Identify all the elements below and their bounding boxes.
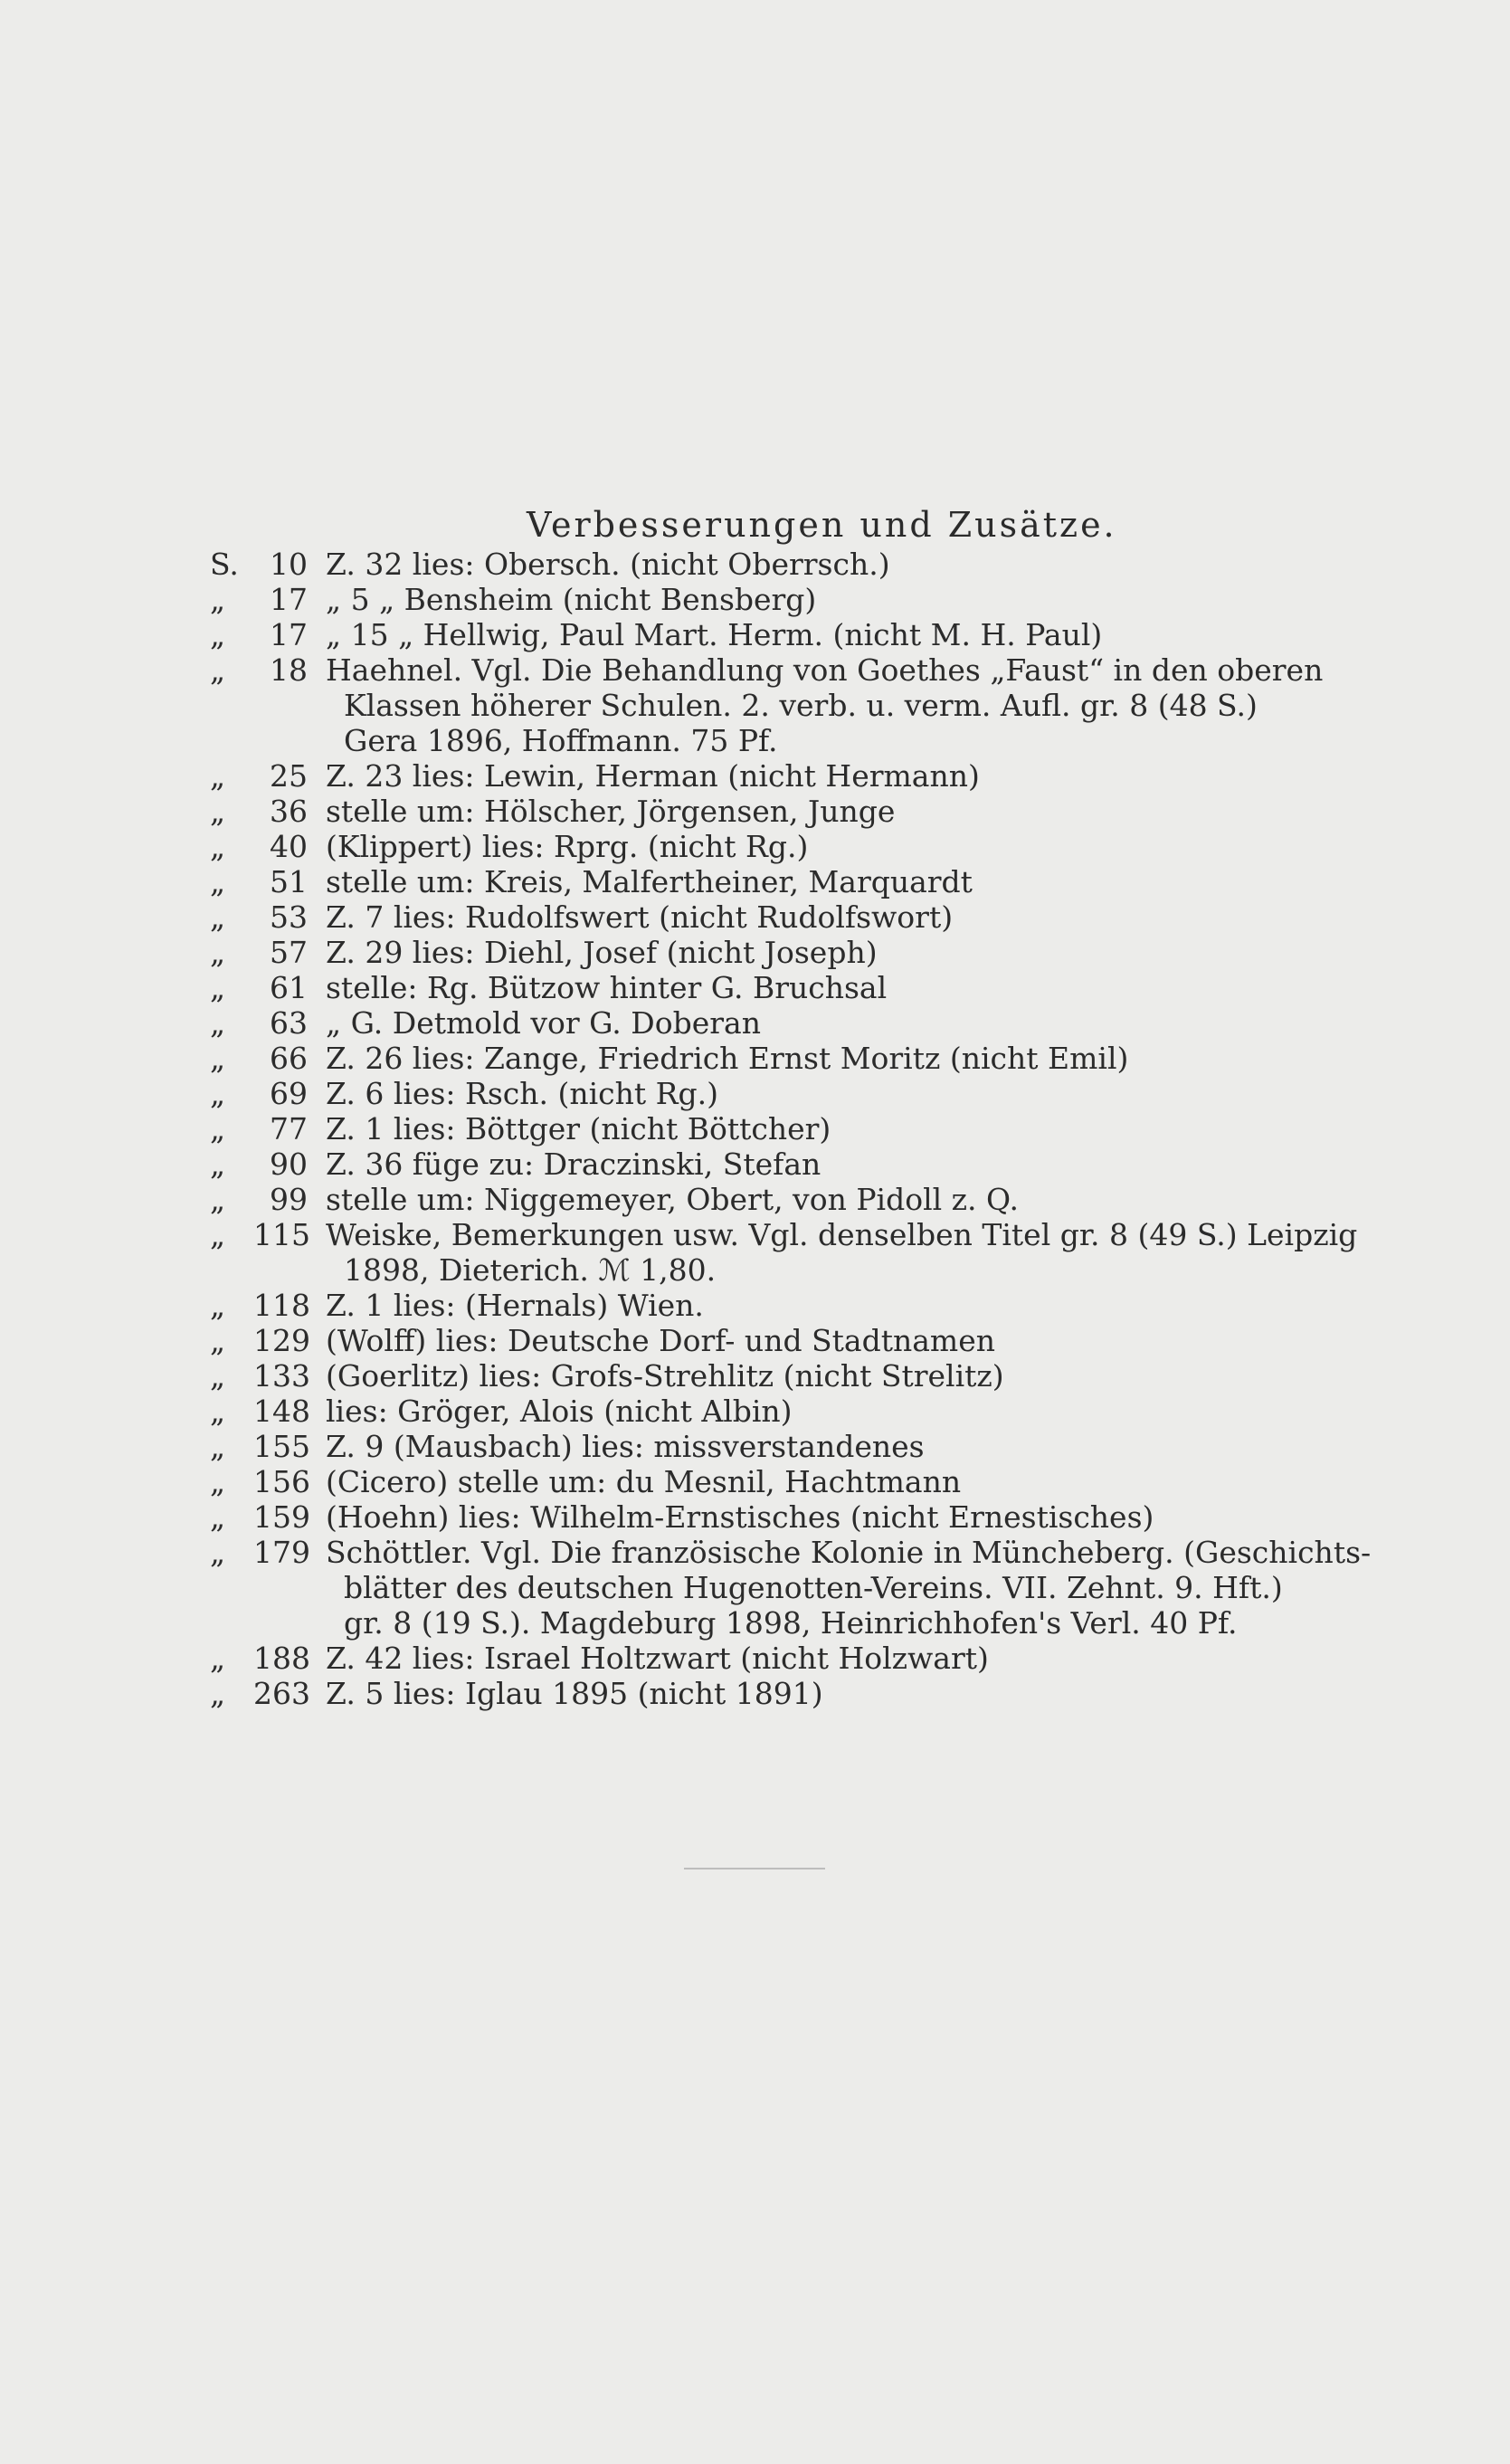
entry-page-number: 57 — [270, 935, 308, 970]
errata-row — [210, 1464, 1440, 1499]
entry-prefix: „ — [210, 582, 226, 617]
errata-entry — [210, 864, 1440, 899]
entry-page-number: 25 — [270, 758, 308, 794]
errata-entry — [210, 1076, 1440, 1111]
entry-text: (Hoehn) lies: Wilhelm-Ernstisches (nicht Ernestisches) — [326, 1499, 1154, 1535]
entry-page-number: 17 — [270, 582, 308, 617]
entry-text: Z. 6 lies: Rsch. (nicht Rg.) — [326, 1076, 718, 1111]
errata-entry — [210, 829, 1440, 864]
entry-prefix: „ — [210, 617, 226, 652]
entry-text: (Wolff) lies: Deutsche Dorf- und Stadtnamen — [326, 1323, 995, 1358]
entry-text: Haehnel. Vgl. Die Behandlung von Goethes „Faust“ in den oberen — [326, 652, 1324, 688]
entry-prefix: „ — [210, 864, 226, 899]
errata-entry — [210, 794, 1440, 829]
errata-entry — [210, 935, 1440, 970]
entry-page-number: 40 — [270, 829, 308, 864]
errata-row — [210, 1076, 1440, 1111]
entry-page-number: 17 — [270, 617, 308, 652]
errata-entry — [210, 652, 1440, 758]
errata-row — [210, 1358, 1440, 1394]
entry-text: „ 15 „ Hellwig, Paul Mart. Herm. (nicht M. H. Paul) — [326, 617, 1103, 652]
page-title: Verbesserungen und Zusätze. — [527, 505, 1117, 545]
errata-row — [210, 1535, 1440, 1570]
errata-list — [210, 547, 1440, 1711]
errata-entry — [210, 1464, 1440, 1499]
errata-entry — [210, 1394, 1440, 1429]
entry-page-number: 155 — [253, 1429, 310, 1464]
entry-prefix: „ — [210, 1182, 226, 1217]
entry-text: Z. 32 lies: Obersch. (nicht Oberrsch.) — [326, 547, 890, 582]
errata-row — [210, 1288, 1440, 1323]
entry-prefix: „ — [210, 935, 226, 970]
errata-row — [210, 864, 1440, 899]
errata-row — [210, 582, 1440, 617]
entry-text: lies: Gröger, Alois (nicht Albin) — [326, 1394, 793, 1429]
entry-page-number: 69 — [270, 1076, 308, 1111]
entry-page-number: 90 — [270, 1146, 308, 1182]
entry-text: Z. 23 lies: Lewin, Herman (nicht Hermann) — [326, 758, 980, 794]
errata-entry — [210, 1429, 1440, 1464]
errata-row — [210, 794, 1440, 829]
entry-prefix: „ — [210, 1076, 226, 1111]
errata-entry — [210, 1641, 1440, 1676]
errata-row — [210, 1499, 1440, 1535]
entry-prefix: „ — [210, 1641, 226, 1676]
entry-text: Z. 7 lies: Rudolfswert (nicht Rudolfswort) — [326, 899, 954, 935]
errata-row — [210, 547, 1440, 582]
entry-text: „ G. Detmold vor G. Doberan — [326, 1005, 761, 1041]
errata-row — [210, 1676, 1440, 1711]
errata-entry — [210, 1288, 1440, 1323]
entry-continuation-line: Klassen höherer Schulen. 2. verb. u. verm. Aufl. gr. 8 (48 S.) — [344, 688, 1258, 723]
entry-continuation-line: blätter des deutschen Hugenotten-Vereins. VII. Zehnt. 9. Hft.) — [344, 1570, 1283, 1605]
entry-page-number: 63 — [270, 1005, 308, 1041]
entry-page-number: 61 — [270, 970, 308, 1005]
entry-continuation-line: Gera 1896, Hoffmann. 75 Pf. — [344, 723, 778, 758]
errata-row — [210, 1111, 1440, 1146]
entry-text: Z. 9 (Mausbach) lies: missverstandenes — [326, 1429, 925, 1464]
errata-entry — [210, 1323, 1440, 1358]
errata-row — [210, 899, 1440, 935]
errata-row — [210, 1394, 1440, 1429]
errata-entry — [210, 1182, 1440, 1217]
errata-entry — [210, 970, 1440, 1005]
errata-entry — [210, 582, 1440, 617]
entry-text: (Klippert) lies: Rprg. (nicht Rg.) — [326, 829, 809, 864]
entry-prefix: „ — [210, 899, 226, 935]
errata-entry — [210, 547, 1440, 582]
entry-text: Weiske, Bemerkungen usw. Vgl. denselben Titel gr. 8 (49 S.) Leipzig — [326, 1217, 1358, 1252]
errata-entry — [210, 1676, 1440, 1711]
entry-page-number: 159 — [253, 1499, 310, 1535]
errata-row — [210, 1005, 1440, 1041]
errata-entry — [210, 899, 1440, 935]
entry-page-number: 36 — [270, 794, 308, 829]
entry-page-number: 115 — [253, 1217, 310, 1252]
entry-text: Z. 26 lies: Zange, Friedrich Ernst Moritz (nicht Emil) — [326, 1041, 1129, 1076]
entry-prefix: „ — [210, 1146, 226, 1182]
errata-row — [210, 935, 1440, 970]
entry-prefix: „ — [210, 1535, 226, 1570]
entry-prefix: „ — [210, 1676, 226, 1711]
entry-prefix: „ — [210, 1041, 226, 1076]
errata-row — [210, 829, 1440, 864]
errata-row — [210, 1429, 1440, 1464]
entry-page-number: 99 — [270, 1182, 308, 1217]
entry-page-number: 263 — [253, 1676, 310, 1711]
entry-text: stelle um: Kreis, Malfertheiner, Marquardt — [326, 864, 973, 899]
entry-text: Z. 36 füge zu: Draczinski, Stefan — [326, 1146, 821, 1182]
entry-text: „ 5 „ Bensheim (nicht Bensberg) — [326, 582, 817, 617]
entry-prefix: „ — [210, 1323, 226, 1358]
errata-entry — [210, 617, 1440, 652]
entry-prefix: „ — [210, 1394, 226, 1429]
entry-page-number: 53 — [270, 899, 308, 935]
entry-text: (Goerlitz) lies: Grofs-Strehlitz (nicht Strelitz) — [326, 1358, 1004, 1394]
entry-text: stelle um: Hölscher, Jörgensen, Junge — [326, 794, 896, 829]
entry-continuation-line: gr. 8 (19 S.). Magdeburg 1898, Heinrichhofen's Verl. 40 Pf. — [344, 1605, 1238, 1641]
errata-entry — [210, 1041, 1440, 1076]
entry-text: Z. 5 lies: Iglau 1895 (nicht 1891) — [326, 1676, 823, 1711]
errata-row — [210, 1641, 1440, 1676]
entry-prefix: „ — [210, 652, 226, 688]
errata-entry — [210, 1111, 1440, 1146]
errata-entry — [210, 1499, 1440, 1535]
entry-prefix: „ — [210, 794, 226, 829]
entry-text: Z. 1 lies: (Hernals) Wien. — [326, 1288, 704, 1323]
entry-prefix: „ — [210, 1429, 226, 1464]
entry-prefix: S. — [210, 547, 239, 582]
errata-row — [210, 652, 1440, 688]
errata-row — [210, 1182, 1440, 1217]
entry-page-number: 179 — [253, 1535, 310, 1570]
entry-text: Schöttler. Vgl. Die französische Kolonie in Müncheberg. (Geschichts- — [326, 1535, 1372, 1570]
entry-page-number: 118 — [253, 1288, 310, 1323]
entry-text: Z. 42 lies: Israel Holtzwart (nicht Holzwart) — [326, 1641, 989, 1676]
errata-entry — [210, 1005, 1440, 1041]
entry-continuation-line: 1898, Dieterich. ℳ 1,80. — [344, 1252, 717, 1288]
entry-text: stelle um: Niggemeyer, Obert, von Pidoll z. Q. — [326, 1182, 1019, 1217]
entry-prefix: „ — [210, 1288, 226, 1323]
entry-page-number: 133 — [253, 1358, 310, 1394]
entry-prefix: „ — [210, 1005, 226, 1041]
errata-entry — [210, 758, 1440, 794]
entry-text: (Cicero) stelle um: du Mesnil, Hachtmann — [326, 1464, 962, 1499]
entry-page-number: 77 — [270, 1111, 308, 1146]
entry-page-number: 18 — [270, 652, 308, 688]
entry-page-number: 10 — [270, 547, 308, 582]
entry-page-number: 129 — [253, 1323, 310, 1358]
entry-prefix: „ — [210, 1499, 226, 1535]
errata-entry — [210, 1146, 1440, 1182]
entry-prefix: „ — [210, 1464, 226, 1499]
entry-prefix: „ — [210, 1358, 226, 1394]
entry-prefix: „ — [210, 970, 226, 1005]
errata-row — [210, 1323, 1440, 1358]
errata-entry — [210, 1535, 1440, 1641]
entry-text: stelle: Rg. Bützow hinter G. Bruchsal — [326, 970, 888, 1005]
entry-page-number: 156 — [253, 1464, 310, 1499]
entry-page-number: 66 — [270, 1041, 308, 1076]
entry-page-number: 188 — [253, 1641, 310, 1676]
entry-prefix: „ — [210, 829, 226, 864]
errata-entry — [210, 1217, 1440, 1288]
entry-prefix: „ — [210, 1111, 226, 1146]
errata-row — [210, 758, 1440, 794]
errata-row — [210, 970, 1440, 1005]
entry-text: Z. 1 lies: Böttger (nicht Böttcher) — [326, 1111, 831, 1146]
entry-page-number: 51 — [270, 864, 308, 899]
errata-row — [210, 1146, 1440, 1182]
errata-row — [210, 1041, 1440, 1076]
entry-text: Z. 29 lies: Diehl, Josef (nicht Joseph) — [326, 935, 878, 970]
errata-row — [210, 1217, 1440, 1252]
entry-prefix: „ — [210, 1217, 226, 1252]
entry-prefix: „ — [210, 758, 226, 794]
errata-row — [210, 617, 1440, 652]
entry-page-number: 148 — [253, 1394, 310, 1429]
errata-entry — [210, 1358, 1440, 1394]
divider-rule — [684, 1868, 825, 1869]
